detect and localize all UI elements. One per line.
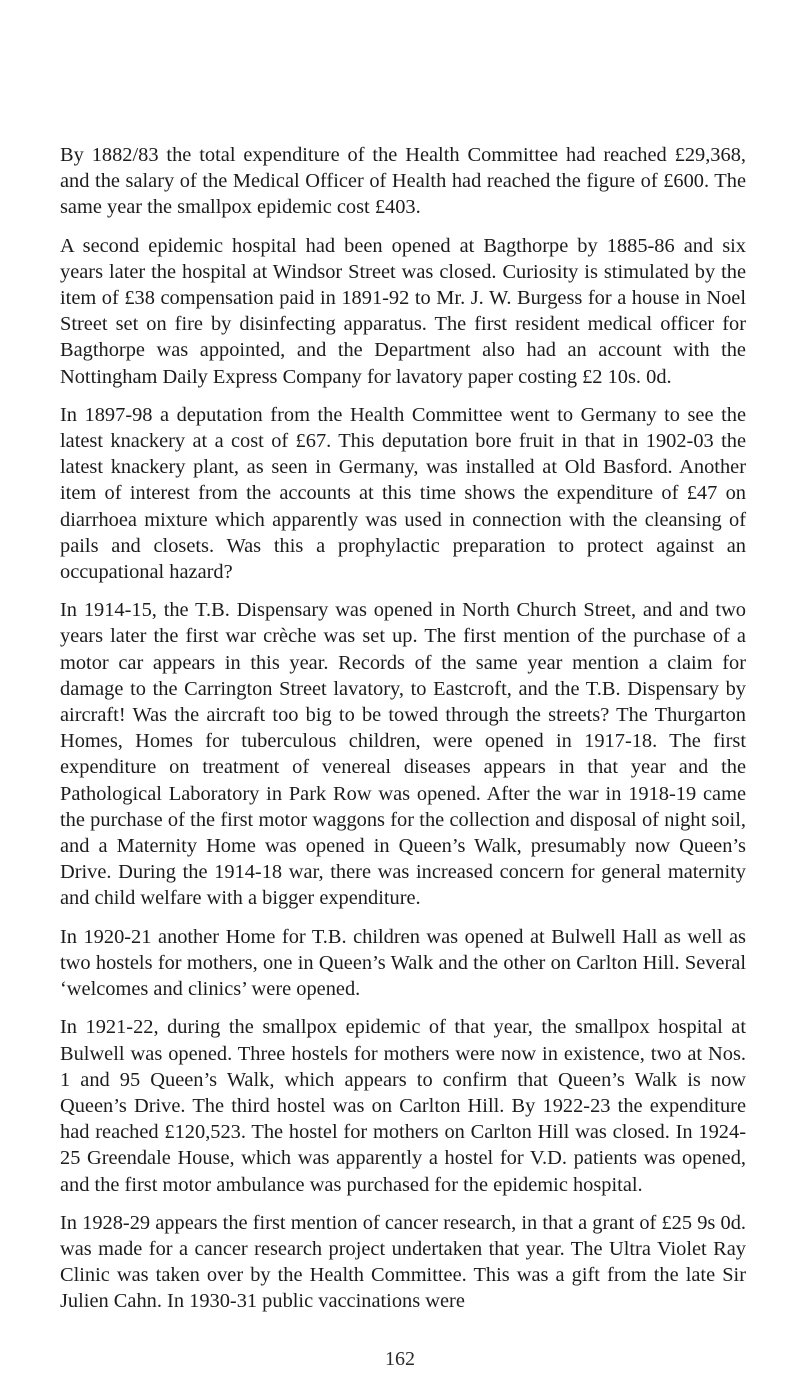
paragraph-4: In 1914-15, the T.B. Dispensary was opened in North Church Street, and and two years later the first war crèche was set up. The first mention of the purchase of a motor car appears in this year. Records of the same year mention a claim for damage to the Carrington Street lavatory, to Eastcroft, and the T.B. Dispensary by aircraft! Was the aircraft too big to be towed through the streets? The Thurgarton Homes, Homes for tuberculous children, were opened in 1917-18. The first expenditure on treatment of venereal diseases appears in that year and the Pathological Laboratory in Park Row was opened. After the war in 1918-19 came the purchase of the first motor waggons for the collection and disposal of night soil, and a Maternity Home was opened in Queen’s Walk, presumably now Queen’s Drive. During the 1914-18 war, there was increased concern for general maternity and child welfare with a bigger expenditure. <box>60 599 746 910</box>
page-body <box>60 142 746 1327</box>
paragraph-7: In 1928-29 appears the first mention of cancer research, in that a grant of £25 9s 0d. was made for a cancer research project undertaken that year. The Ultra Violet Ray Clinic was taken over by the Health Committee. This was a gift from the late Sir Julien Cahn. In 1930-31 public vaccinations were <box>60 1211 746 1313</box>
paragraph-1: By 1882/83 the total expenditure of the Health Committee had reached £29,368, and the salary of the Medical Officer of Health had reached the figure of £600. The same year the smallpox epidemic cost £403. <box>60 144 746 219</box>
paragraph-6: In 1921-22, during the smallpox epidemic of that year, the smallpox hospital at Bulwell was opened. Three hostels for mothers were now in existence, two at Nos. 1 and 95 Queen’s Walk, which appears to confirm that Queen’s Walk is now Queen’s Drive. The third hostel was on Carlton Hill. By 1922-23 the expenditure had reached £120,523. The hostel for mothers on Carlton Hill was closed. In 1924-25 Greendale House, which was apparently a hostel for V.D. patients was opened, and the first motor ambulance was purchased for the epidemic hospital. <box>60 1016 746 1196</box>
paragraph-5: In 1920-21 another Home for T.B. children was opened at Bulwell Hall as well as two hostels for mothers, one in Queen’s Walk and the other on Carlton Hill. Several ‘welcomes and clinics’ were opened. <box>60 925 746 1001</box>
page-number: 162 <box>385 1348 415 1370</box>
paragraph-3: In 1897-98 a deputation from the Health Committee went to Germany to see the latest knackery at a cost of £67. This deputation bore fruit in that in 1902-03 the latest knackery plant, as seen in Germany, was installed at Old Basford. Another item of interest from the accounts at this time shows the expenditure of £47 on diarrhoea mixture which apparently was used in connection with the cleansing of pails and closets. Was this a prophylactic preparation to protect against an occupational hazard? <box>60 403 746 584</box>
paragraph-2: A second epidemic hospital had been opened at Bagthorpe by 1885-86 and six years later the hospital at Windsor Street was closed. Curiosity is stimulated by the item of £38 compensation paid in 1891-92 to Mr. J. W. Burgess for a house in Noel Street set on fire by disinfecting apparatus. The first resident medical officer for Bagthorpe was appointed, and the Department also had an account with the Nottingham Daily Express Company for lavatory paper costing £2 10s. 0d. <box>60 234 746 388</box>
